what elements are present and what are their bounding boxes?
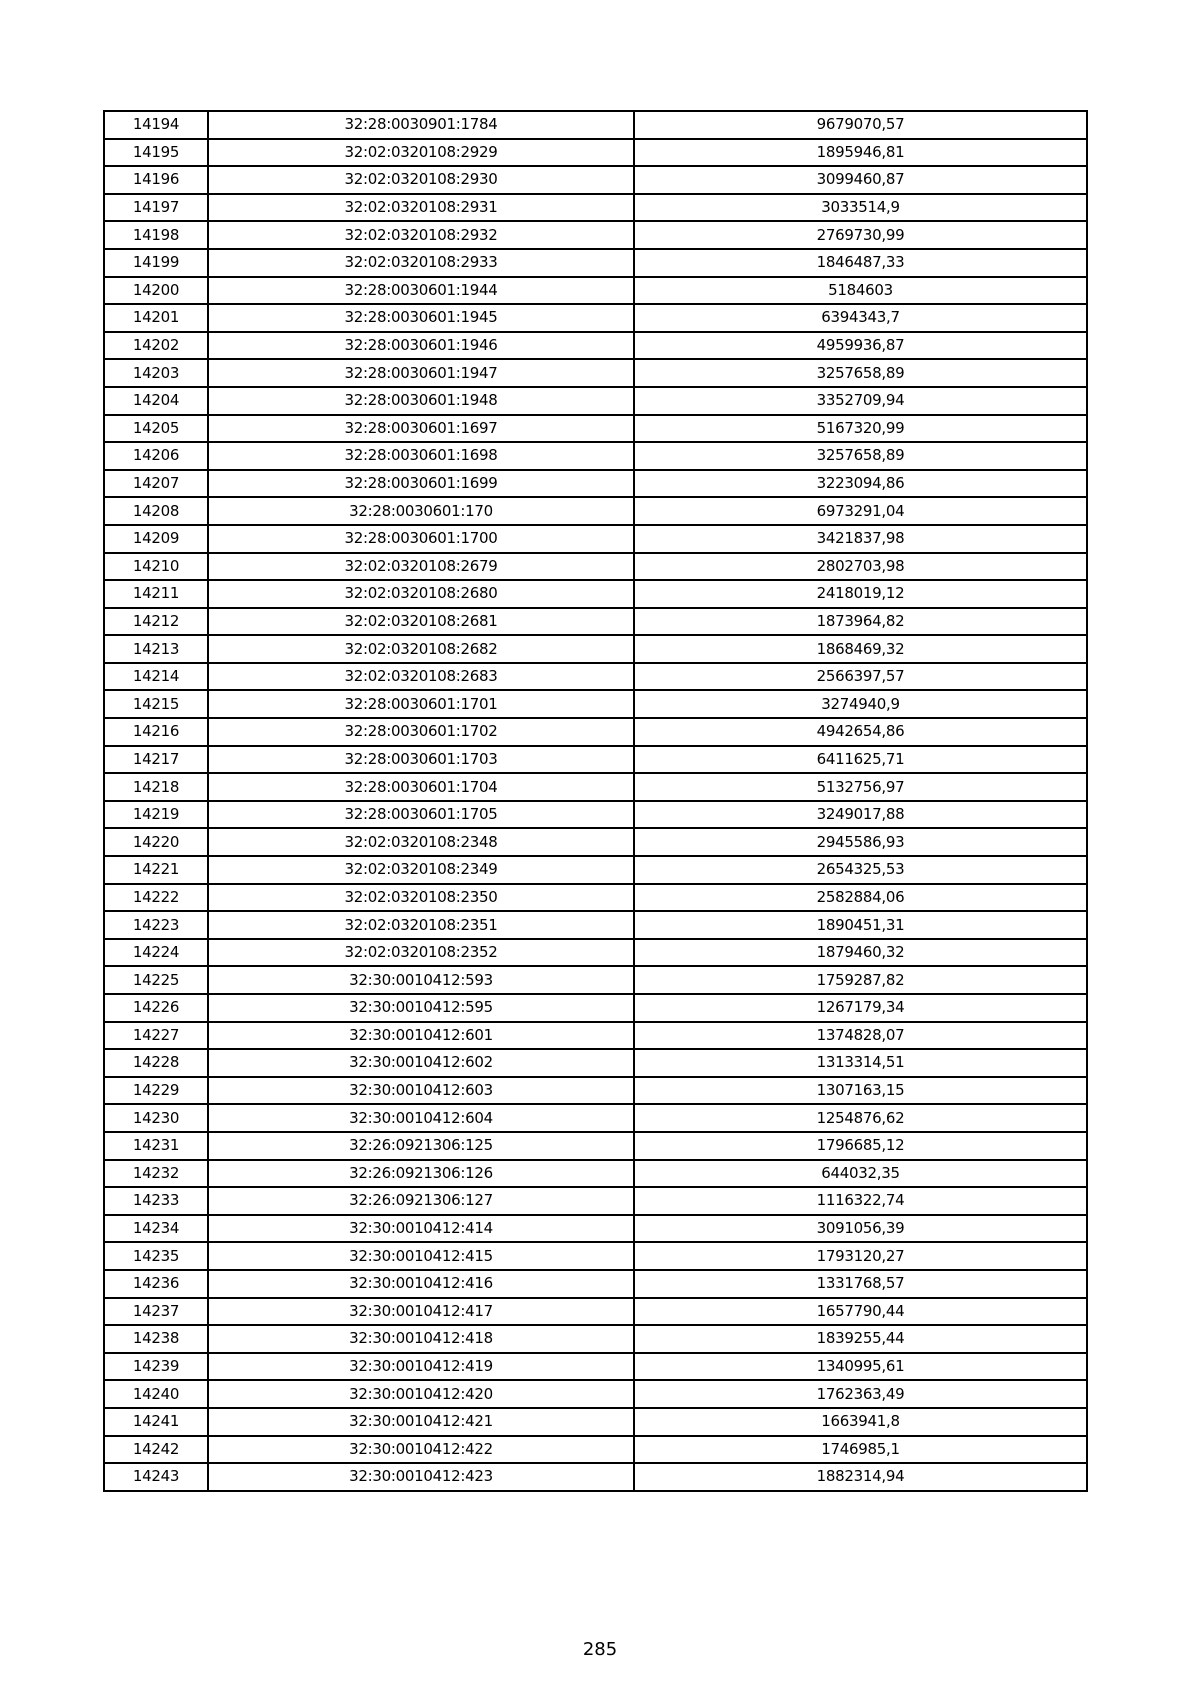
row-number-cell: 14198 <box>104 221 208 249</box>
cadastral-number-cell: 32:28:0030601:1702 <box>208 718 634 746</box>
table-row <box>104 884 1087 912</box>
cadastral-number-cell: 32:28:0030601:1947 <box>208 359 634 387</box>
row-number-cell: 14200 <box>104 277 208 305</box>
cadastral-value-cell: 1657790,44 <box>634 1298 1087 1326</box>
table-row <box>104 1325 1087 1353</box>
table-row <box>104 1049 1087 1077</box>
cadastral-value-cell: 1254876,62 <box>634 1104 1087 1132</box>
table-row <box>104 497 1087 525</box>
row-number-cell: 14196 <box>104 166 208 194</box>
cadastral-value-cell: 3352709,94 <box>634 387 1087 415</box>
table-row <box>104 139 1087 167</box>
row-number-cell: 14204 <box>104 387 208 415</box>
row-number-cell: 14235 <box>104 1242 208 1270</box>
table-row <box>104 249 1087 277</box>
cadastral-value-cell: 6394343,7 <box>634 304 1087 332</box>
cadastral-value-cell: 644032,35 <box>634 1160 1087 1188</box>
table-row <box>104 635 1087 663</box>
cadastral-value-cell: 3257658,89 <box>634 442 1087 470</box>
cadastral-number-cell: 32:02:0320108:2352 <box>208 939 634 967</box>
row-number-cell: 14241 <box>104 1408 208 1436</box>
table-row <box>104 1160 1087 1188</box>
cadastral-value-cell: 4942654,86 <box>634 718 1087 746</box>
cadastral-number-cell: 32:02:0320108:2680 <box>208 580 634 608</box>
row-number-cell: 14210 <box>104 553 208 581</box>
cadastral-number-cell: 32:28:0030901:1784 <box>208 111 634 139</box>
cadastral-value-cell: 1374828,07 <box>634 1022 1087 1050</box>
cadastral-number-cell: 32:30:0010412:593 <box>208 966 634 994</box>
table-row <box>104 1408 1087 1436</box>
cadastral-value-cell: 2802703,98 <box>634 553 1087 581</box>
cadastral-number-cell: 32:28:0030601:1945 <box>208 304 634 332</box>
row-number-cell: 14201 <box>104 304 208 332</box>
cadastral-number-cell: 32:30:0010412:421 <box>208 1408 634 1436</box>
cadastral-value-cell: 6973291,04 <box>634 497 1087 525</box>
cadastral-number-cell: 32:02:0320108:2349 <box>208 856 634 884</box>
cadastral-number-cell: 32:30:0010412:595 <box>208 994 634 1022</box>
row-number-cell: 14195 <box>104 139 208 167</box>
cadastral-value-cell: 1793120,27 <box>634 1242 1087 1270</box>
cadastral-value-cell: 6411625,71 <box>634 746 1087 774</box>
cadastral-value-cell: 1882314,94 <box>634 1463 1087 1491</box>
row-number-cell: 14219 <box>104 801 208 829</box>
cadastral-value-cell: 1307163,15 <box>634 1077 1087 1105</box>
cadastral-value-cell: 3033514,9 <box>634 194 1087 222</box>
cadastral-value-cell: 1762363,49 <box>634 1380 1087 1408</box>
row-number-cell: 14234 <box>104 1215 208 1243</box>
table-row <box>104 387 1087 415</box>
table-row <box>104 1077 1087 1105</box>
cadastral-number-cell: 32:02:0320108:2932 <box>208 221 634 249</box>
cadastral-value-cell: 5184603 <box>634 277 1087 305</box>
cadastral-value-cell: 1796685,12 <box>634 1132 1087 1160</box>
row-number-cell: 14240 <box>104 1380 208 1408</box>
row-number-cell: 14205 <box>104 415 208 443</box>
table-row <box>104 525 1087 553</box>
cadastral-value-cell: 5132756,97 <box>634 773 1087 801</box>
row-number-cell: 14228 <box>104 1049 208 1077</box>
row-number-cell: 14226 <box>104 994 208 1022</box>
cadastral-number-cell: 32:28:0030601:1946 <box>208 332 634 360</box>
row-number-cell: 14238 <box>104 1325 208 1353</box>
table-row <box>104 304 1087 332</box>
row-number-cell: 14203 <box>104 359 208 387</box>
cadastral-value-cell: 1746985,1 <box>634 1436 1087 1464</box>
table-row <box>104 194 1087 222</box>
cadastral-number-cell: 32:26:0921306:127 <box>208 1187 634 1215</box>
cadastral-value-cell: 1663941,8 <box>634 1408 1087 1436</box>
cadastral-value-cell: 1759287,82 <box>634 966 1087 994</box>
cadastral-number-cell: 32:28:0030601:1699 <box>208 470 634 498</box>
table-row <box>104 746 1087 774</box>
cadastral-value-cell: 1116322,74 <box>634 1187 1087 1215</box>
cadastral-value-cell: 3249017,88 <box>634 801 1087 829</box>
row-number-cell: 14227 <box>104 1022 208 1050</box>
cadastral-value-cell: 1846487,33 <box>634 249 1087 277</box>
cadastral-number-cell: 32:30:0010412:423 <box>208 1463 634 1491</box>
table-row <box>104 608 1087 636</box>
row-number-cell: 14211 <box>104 580 208 608</box>
row-number-cell: 14206 <box>104 442 208 470</box>
table-row <box>104 1270 1087 1298</box>
row-number-cell: 14242 <box>104 1436 208 1464</box>
row-number-cell: 14230 <box>104 1104 208 1132</box>
row-number-cell: 14231 <box>104 1132 208 1160</box>
cadastral-value-cell: 1267179,34 <box>634 994 1087 1022</box>
cadastral-number-cell: 32:28:0030601:1948 <box>208 387 634 415</box>
table-row <box>104 166 1087 194</box>
cadastral-number-cell: 32:30:0010412:603 <box>208 1077 634 1105</box>
cadastral-number-cell: 32:30:0010412:414 <box>208 1215 634 1243</box>
cadastral-value-cell: 1873964,82 <box>634 608 1087 636</box>
table-row <box>104 221 1087 249</box>
row-number-cell: 14229 <box>104 1077 208 1105</box>
cadastral-number-cell: 32:02:0320108:2682 <box>208 635 634 663</box>
cadastral-value-cell: 3223094,86 <box>634 470 1087 498</box>
table-row <box>104 470 1087 498</box>
cadastral-number-cell: 32:30:0010412:415 <box>208 1242 634 1270</box>
row-number-cell: 14214 <box>104 663 208 691</box>
cadastral-number-cell: 32:30:0010412:601 <box>208 1022 634 1050</box>
table-row <box>104 442 1087 470</box>
row-number-cell: 14237 <box>104 1298 208 1326</box>
cadastral-number-cell: 32:28:0030601:1701 <box>208 690 634 718</box>
row-number-cell: 14215 <box>104 690 208 718</box>
table-row <box>104 718 1087 746</box>
cadastral-value-cell: 2654325,53 <box>634 856 1087 884</box>
table-row <box>104 580 1087 608</box>
cadastral-number-cell: 32:28:0030601:1697 <box>208 415 634 443</box>
cadastral-number-cell: 32:28:0030601:1698 <box>208 442 634 470</box>
cadastral-value-cell: 1839255,44 <box>634 1325 1087 1353</box>
row-number-cell: 14233 <box>104 1187 208 1215</box>
row-number-cell: 14197 <box>104 194 208 222</box>
cadastral-number-cell: 32:30:0010412:416 <box>208 1270 634 1298</box>
cadastral-value-table <box>103 110 1088 1492</box>
table-row <box>104 111 1087 139</box>
cadastral-number-cell: 32:28:0030601:1703 <box>208 746 634 774</box>
cadastral-value-cell: 2945586,93 <box>634 828 1087 856</box>
cadastral-value-cell: 1313314,51 <box>634 1049 1087 1077</box>
cadastral-number-cell: 32:02:0320108:2350 <box>208 884 634 912</box>
cadastral-number-cell: 32:26:0921306:125 <box>208 1132 634 1160</box>
table-row <box>104 939 1087 967</box>
table-row <box>104 1187 1087 1215</box>
table-row <box>104 1298 1087 1326</box>
cadastral-number-cell: 32:02:0320108:2683 <box>208 663 634 691</box>
table-row <box>104 1463 1087 1491</box>
cadastral-number-cell: 32:02:0320108:2351 <box>208 911 634 939</box>
row-number-cell: 14207 <box>104 470 208 498</box>
cadastral-value-cell: 3421837,98 <box>634 525 1087 553</box>
table-row <box>104 1242 1087 1270</box>
table-row <box>104 553 1087 581</box>
cadastral-number-cell: 32:02:0320108:2933 <box>208 249 634 277</box>
cadastral-number-cell: 32:30:0010412:604 <box>208 1104 634 1132</box>
table-row <box>104 277 1087 305</box>
row-number-cell: 14218 <box>104 773 208 801</box>
table-row <box>104 1380 1087 1408</box>
table-row <box>104 1436 1087 1464</box>
row-number-cell: 14209 <box>104 525 208 553</box>
cadastral-number-cell: 32:30:0010412:418 <box>208 1325 634 1353</box>
row-number-cell: 14199 <box>104 249 208 277</box>
table-row <box>104 994 1087 1022</box>
table-row <box>104 1215 1087 1243</box>
cadastral-value-cell: 5167320,99 <box>634 415 1087 443</box>
cadastral-value-cell: 9679070,57 <box>634 111 1087 139</box>
cadastral-number-cell: 32:30:0010412:422 <box>208 1436 634 1464</box>
row-number-cell: 14225 <box>104 966 208 994</box>
cadastral-value-cell: 1340995,61 <box>634 1353 1087 1381</box>
cadastral-value-cell: 1879460,32 <box>634 939 1087 967</box>
row-number-cell: 14243 <box>104 1463 208 1491</box>
cadastral-number-cell: 32:02:0320108:2679 <box>208 553 634 581</box>
cadastral-value-cell: 3091056,39 <box>634 1215 1087 1243</box>
table-row <box>104 690 1087 718</box>
row-number-cell: 14224 <box>104 939 208 967</box>
cadastral-value-cell: 1890451,31 <box>634 911 1087 939</box>
table-row <box>104 1132 1087 1160</box>
cadastral-value-cell: 1331768,57 <box>634 1270 1087 1298</box>
cadastral-number-cell: 32:30:0010412:419 <box>208 1353 634 1381</box>
cadastral-number-cell: 32:02:0320108:2929 <box>208 139 634 167</box>
cadastral-number-cell: 32:02:0320108:2930 <box>208 166 634 194</box>
table-row <box>104 1022 1087 1050</box>
table-row <box>104 911 1087 939</box>
cadastral-value-cell: 2418019,12 <box>634 580 1087 608</box>
table-row <box>104 801 1087 829</box>
cadastral-number-cell: 32:02:0320108:2348 <box>208 828 634 856</box>
cadastral-number-cell: 32:30:0010412:417 <box>208 1298 634 1326</box>
row-number-cell: 14216 <box>104 718 208 746</box>
cadastral-value-cell: 2566397,57 <box>634 663 1087 691</box>
row-number-cell: 14194 <box>104 111 208 139</box>
cadastral-value-cell: 3274940,9 <box>634 690 1087 718</box>
row-number-cell: 14221 <box>104 856 208 884</box>
table-row <box>104 1104 1087 1132</box>
cadastral-number-cell: 32:30:0010412:420 <box>208 1380 634 1408</box>
page-number: 285 <box>582 1639 618 1660</box>
cadastral-value-cell: 3257658,89 <box>634 359 1087 387</box>
cadastral-number-cell: 32:02:0320108:2681 <box>208 608 634 636</box>
row-number-cell: 14208 <box>104 497 208 525</box>
row-number-cell: 14202 <box>104 332 208 360</box>
cadastral-number-cell: 32:28:0030601:1705 <box>208 801 634 829</box>
cadastral-number-cell: 32:28:0030601:1944 <box>208 277 634 305</box>
cadastral-value-cell: 2769730,99 <box>634 221 1087 249</box>
row-number-cell: 14213 <box>104 635 208 663</box>
row-number-cell: 14212 <box>104 608 208 636</box>
table-row <box>104 415 1087 443</box>
cadastral-number-cell: 32:28:0030601:170 <box>208 497 634 525</box>
table-row <box>104 828 1087 856</box>
row-number-cell: 14222 <box>104 884 208 912</box>
cadastral-number-cell: 32:26:0921306:126 <box>208 1160 634 1188</box>
cadastral-number-cell: 32:28:0030601:1704 <box>208 773 634 801</box>
table-row <box>104 359 1087 387</box>
cadastral-value-cell: 2582884,06 <box>634 884 1087 912</box>
row-number-cell: 14239 <box>104 1353 208 1381</box>
cadastral-value-cell: 1895946,81 <box>634 139 1087 167</box>
table-body <box>104 111 1087 1491</box>
row-number-cell: 14223 <box>104 911 208 939</box>
table-row <box>104 663 1087 691</box>
row-number-cell: 14236 <box>104 1270 208 1298</box>
table-row <box>104 332 1087 360</box>
row-number-cell: 14220 <box>104 828 208 856</box>
cadastral-number-cell: 32:30:0010412:602 <box>208 1049 634 1077</box>
cadastral-value-cell: 3099460,87 <box>634 166 1087 194</box>
table-row <box>104 1353 1087 1381</box>
cadastral-value-cell: 4959936,87 <box>634 332 1087 360</box>
cadastral-number-cell: 32:28:0030601:1700 <box>208 525 634 553</box>
table-row <box>104 773 1087 801</box>
row-number-cell: 14232 <box>104 1160 208 1188</box>
cadastral-value-cell: 1868469,32 <box>634 635 1087 663</box>
table-row <box>104 856 1087 884</box>
cadastral-number-cell: 32:02:0320108:2931 <box>208 194 634 222</box>
table-row <box>104 966 1087 994</box>
row-number-cell: 14217 <box>104 746 208 774</box>
